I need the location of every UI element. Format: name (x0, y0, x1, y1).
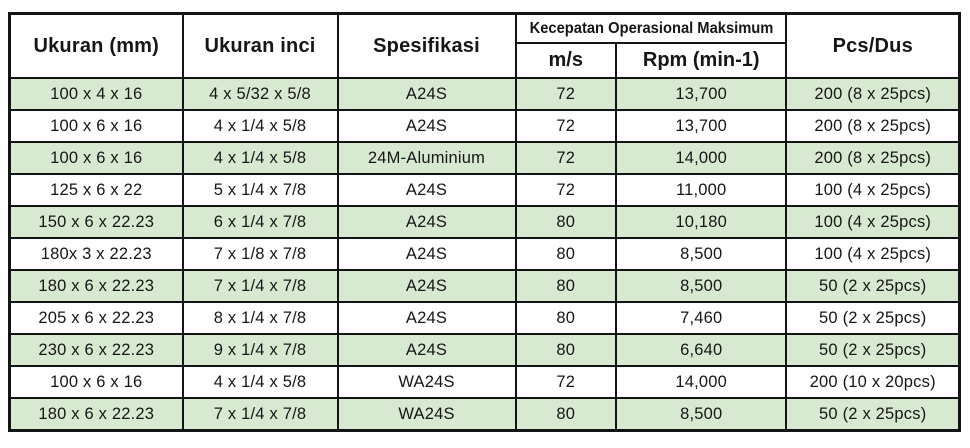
cell-pcs-dus: 50 (2 x 25pcs) (786, 270, 959, 302)
cell-spesifikasi: A24S (338, 270, 516, 302)
table-header (10, 14, 960, 79)
cell-ms: 72 (516, 78, 616, 110)
cell-pcs-dus: 200 (8 x 25pcs) (786, 142, 959, 174)
cell-ukuran-inci: 6 x 1/4 x 7/8 (183, 206, 338, 238)
cell-spesifikasi: 24M-Aluminium (338, 142, 516, 174)
spec-table (8, 12, 961, 432)
cell-pcs-dus: 200 (8 x 25pcs) (786, 78, 959, 110)
header-ukuran-inci: Ukuran inci (183, 14, 338, 79)
cell-ukuran-inci: 4 x 1/4 x 5/8 (183, 110, 338, 142)
cell-ms: 80 (516, 302, 616, 334)
cell-pcs-dus: 100 (4 x 25pcs) (786, 206, 959, 238)
table-body (10, 78, 960, 431)
cell-ukuran-mm: 205 x 6 x 22.23 (10, 302, 183, 334)
cell-rpm: 8,500 (616, 398, 787, 431)
table-row (10, 270, 960, 302)
table-row (10, 334, 960, 366)
cell-pcs-dus: 50 (2 x 25pcs) (786, 302, 959, 334)
cell-ms: 72 (516, 142, 616, 174)
table-row (10, 302, 960, 334)
cell-spesifikasi: A24S (338, 238, 516, 270)
cell-spesifikasi: WA24S (338, 398, 516, 431)
cell-spesifikasi: A24S (338, 110, 516, 142)
header-pcs-dus: Pcs/Dus (786, 14, 959, 79)
cell-ukuran-inci: 4 x 5/32 x 5/8 (183, 78, 338, 110)
cell-ukuran-mm: 180 x 6 x 22.23 (10, 270, 183, 302)
cell-spesifikasi: A24S (338, 334, 516, 366)
cell-rpm: 10,180 (616, 206, 787, 238)
cell-ukuran-inci: 7 x 1/8 x 7/8 (183, 238, 338, 270)
cell-ukuran-mm: 100 x 6 x 16 (10, 110, 183, 142)
header-kecepatan-group-label: Kecepatan Operasional Maksimum (529, 19, 773, 37)
header-ms: m/s (516, 43, 616, 78)
table-row (10, 110, 960, 142)
table-row (10, 142, 960, 174)
cell-spesifikasi: A24S (338, 206, 516, 238)
cell-ukuran-inci: 4 x 1/4 x 5/8 (183, 366, 338, 398)
cell-ms: 72 (516, 174, 616, 206)
cell-pcs-dus: 50 (2 x 25pcs) (786, 398, 959, 431)
cell-rpm: 8,500 (616, 238, 787, 270)
cell-ms: 80 (516, 398, 616, 431)
cell-ms: 72 (516, 366, 616, 398)
header-row-top (10, 14, 960, 44)
cell-ukuran-mm: 100 x 6 x 16 (10, 366, 183, 398)
cell-spesifikasi: A24S (338, 174, 516, 206)
table-row (10, 366, 960, 398)
table-row (10, 78, 960, 110)
cell-ukuran-mm: 100 x 6 x 16 (10, 142, 183, 174)
header-spesifikasi: Spesifikasi (338, 14, 516, 79)
cell-ms: 80 (516, 206, 616, 238)
cell-ms: 80 (516, 270, 616, 302)
cell-ukuran-mm: 100 x 4 x 16 (10, 78, 183, 110)
cell-rpm: 6,640 (616, 334, 787, 366)
cell-pcs-dus: 200 (10 x 20pcs) (786, 366, 959, 398)
cell-rpm: 7,460 (616, 302, 787, 334)
cell-ukuran-mm: 180x 3 x 22.23 (10, 238, 183, 270)
cell-rpm: 13,700 (616, 78, 787, 110)
cell-ms: 80 (516, 238, 616, 270)
cell-ukuran-inci: 9 x 1/4 x 7/8 (183, 334, 338, 366)
header-kecepatan-group (516, 14, 787, 44)
cell-ukuran-inci: 7 x 1/4 x 7/8 (183, 270, 338, 302)
cell-rpm: 8,500 (616, 270, 787, 302)
header-ukuran-mm: Ukuran (mm) (10, 14, 183, 79)
cell-ukuran-inci: 8 x 1/4 x 7/8 (183, 302, 338, 334)
table-row (10, 206, 960, 238)
cell-ms: 72 (516, 110, 616, 142)
cell-ukuran-mm: 125 x 6 x 22 (10, 174, 183, 206)
cell-ukuran-inci: 5 x 1/4 x 7/8 (183, 174, 338, 206)
cell-spesifikasi: WA24S (338, 366, 516, 398)
cell-pcs-dus: 100 (4 x 25pcs) (786, 238, 959, 270)
cell-spesifikasi: A24S (338, 78, 516, 110)
cell-ukuran-mm: 150 x 6 x 22.23 (10, 206, 183, 238)
cell-ukuran-inci: 7 x 1/4 x 7/8 (183, 398, 338, 431)
cell-pcs-dus: 100 (4 x 25pcs) (786, 174, 959, 206)
header-rpm: Rpm (min-1) (616, 43, 787, 78)
cell-rpm: 11,000 (616, 174, 787, 206)
cell-pcs-dus: 50 (2 x 25pcs) (786, 334, 959, 366)
cell-pcs-dus: 200 (8 x 25pcs) (786, 110, 959, 142)
cell-ukuran-mm: 230 x 6 x 22.23 (10, 334, 183, 366)
cell-ms: 80 (516, 334, 616, 366)
cell-rpm: 13,700 (616, 110, 787, 142)
table-row (10, 238, 960, 270)
cell-rpm: 14,000 (616, 142, 787, 174)
table-row (10, 174, 960, 206)
cell-spesifikasi: A24S (338, 302, 516, 334)
cell-ukuran-inci: 4 x 1/4 x 5/8 (183, 142, 338, 174)
cell-rpm: 14,000 (616, 366, 787, 398)
table-row (10, 398, 960, 431)
cell-ukuran-mm: 180 x 6 x 22.23 (10, 398, 183, 431)
